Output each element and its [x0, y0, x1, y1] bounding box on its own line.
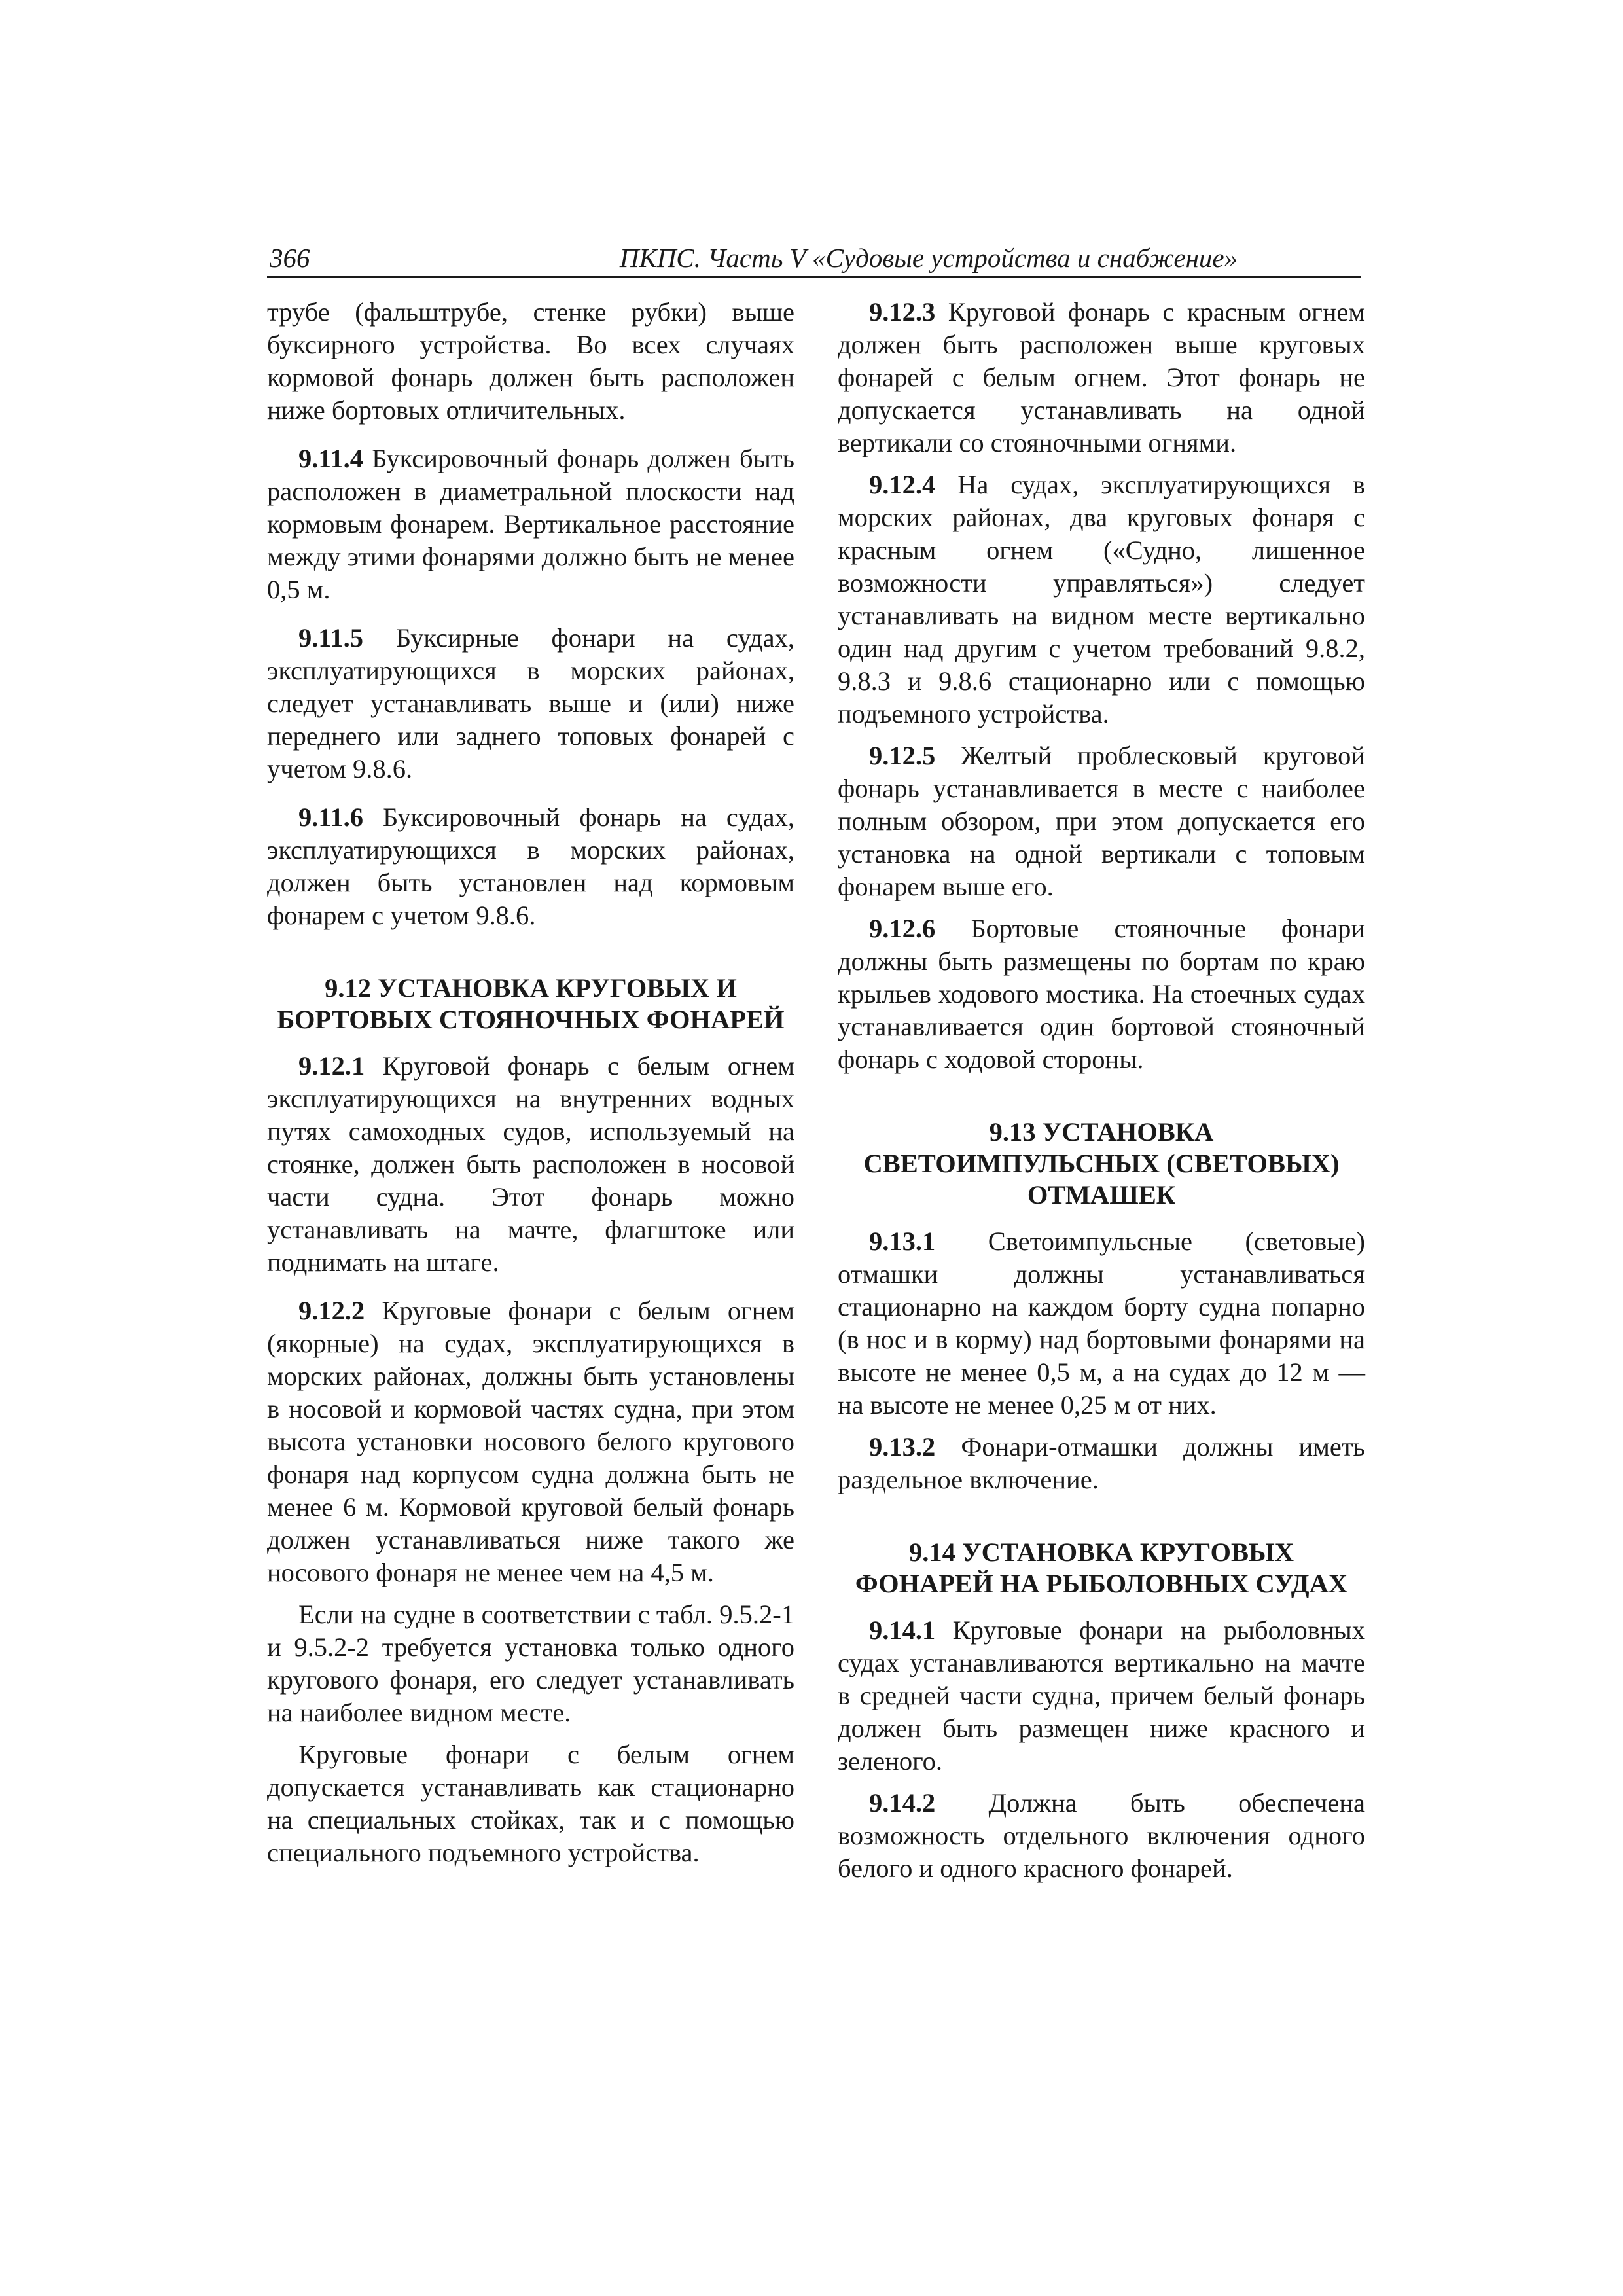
clause-number: 9.12.6 — [869, 914, 936, 943]
paragraph-9-12-1 — [267, 1050, 794, 1279]
clause-number: 9.11.5 — [298, 623, 364, 653]
section-heading-9-13 — [838, 1117, 1365, 1211]
clause-text: Буксировочный фонарь на судах, эксплуатирующихся в морских районах, должен быть установлен над кормовым фонарем с учетом 9.8.6. — [267, 802, 794, 930]
paragraph-9-12-4 — [838, 469, 1365, 730]
heading-line: СВЕТОИМПУЛЬСНЫХ (СВЕТОВЫХ) — [863, 1149, 1340, 1178]
clause-text: На судах, эксплуатирующихся в морских районах, два круговых фонаря с красным огнем («Судно, лишенное возможности управляться») следует устанавливать на видном месте вертикально один над другим с учетом требований 9.8.2, 9.8.3 и 9.8.6 стационарно или с помощью подъемного устройства. — [838, 470, 1365, 728]
clause-text: Круговые фонари с белым огнем (якорные) на судах, эксплуатирующихся в морских районах, должны быть установлены в носовой и кормовой частях судна, при этом высота установки носового белого кругового фонаря над корпусом судна должна быть не менее 6 м. Кормовой круговой белый фонарь должен устанавливаться ниже такого же носового фонаря не менее чем на 4,5 м. — [267, 1296, 794, 1587]
paragraph-continuation: трубе (фальштрубе, стенке рубки) выше буксирного устройства. Во всех случаях кормовой фонарь должен быть расположен ниже бортовых отличительных. — [267, 297, 794, 425]
heading-line: ФОНАРЕЙ НА РЫБОЛОВНЫХ СУДАХ — [855, 1569, 1348, 1598]
clause-text: Круговые фонари на рыболовных судах устанавливаются вертикально на мачте в средней части судна, причем белый фонарь должен быть размещен ниже красного и зеленого. — [838, 1615, 1365, 1776]
clause-number: 9.13.2 — [869, 1432, 936, 1462]
page-number: 366 — [270, 243, 310, 273]
paragraph-9-14-1 — [838, 1614, 1365, 1778]
heading-line: 9.12 УСТАНОВКА КРУГОВЫХ И — [325, 973, 737, 1003]
paragraph-round-white-lights: Круговые фонари с белым огнем допускается устанавливать как стационарно на специальных стойках, так и с помощью специального подъемного устройства. — [267, 1740, 794, 1867]
paragraph-9-11-5 — [267, 622, 794, 785]
clause-number: 9.12.3 — [869, 297, 936, 327]
clause-text: Светоимпульсные (световые) отмашки должны устанавливаться стационарно на каждом борту судна попарно (в нос и в корму) над бортовыми фонарями на высоте не менее 0,5 м, а на судах до 12 м — на высоте не менее 0,25 м от них. — [838, 1227, 1365, 1420]
paragraph-9-14-2 — [838, 1787, 1365, 1885]
left-column — [267, 296, 794, 1869]
paragraph-9-12-3 — [838, 296, 1365, 459]
clause-number: 9.14.1 — [869, 1615, 936, 1645]
clause-number: 9.13.1 — [869, 1227, 936, 1256]
clause-text: Буксирные фонари на судах, эксплуатирующихся в морских районах, следует устанавливать выше и (или) ниже переднего или заднего топовых фонарей с учетом 9.8.6. — [267, 623, 794, 783]
clause-number: 9.11.6 — [298, 802, 364, 832]
right-column — [838, 296, 1365, 1885]
running-title: ПКПС. Часть V «Судовые устройства и снабжение» — [619, 243, 1238, 273]
paragraph-9-12-2 — [267, 1295, 794, 1589]
section-heading-9-12 — [267, 973, 794, 1035]
clause-number: 9.12.4 — [869, 470, 936, 499]
clause-text: Желтый проблесковый круговой фонарь устанавливается в месте с наиболее полным обзором, при этом допускается его установка на одной вертикали с топовым фонарем выше его. — [838, 741, 1365, 901]
heading-line: 9.13 УСТАНОВКА — [989, 1117, 1214, 1147]
paragraph-9-13-1 — [838, 1225, 1365, 1422]
clause-text: Должна быть обеспечена возможность отдельного включения одного белого и одного красного фонарей. — [838, 1788, 1365, 1883]
clause-text: Фонари-отмашки должны иметь раздельное включение. — [838, 1432, 1365, 1494]
heading-line: 9.14 УСТАНОВКА КРУГОВЫХ — [908, 1537, 1294, 1567]
page-header — [267, 240, 1361, 278]
paragraph-single-round-light: Если на судне в соответствии с табл. 9.5.2-1 и 9.5.2-2 требуется установка только одного кругового фонаря, его следует устанавливать на наиболее видном месте. — [267, 1600, 794, 1727]
clause-number: 9.12.2 — [298, 1296, 365, 1325]
clause-number: 9.12.1 — [298, 1051, 365, 1081]
clause-text: Бортовые стояночные фонари должны быть размещены по бортам по краю крыльев ходового мостика. На стоечных судах устанавливается один бортовой стояночный фонарь с ходовой стороны. — [838, 914, 1365, 1074]
heading-line: ОТМАШЕК — [1027, 1180, 1176, 1210]
clause-number: 9.11.4 — [298, 444, 364, 473]
paragraph-9-12-6 — [838, 912, 1365, 1076]
clause-text: Круговой фонарь с белым огнем эксплуатирующихся на внутренних водных путях самоходных судов, используемый на стоянке, должен быть расположен в носовой части судна. Этот фонарь можно устанавливать на мачте, флагштоке или поднимать на штаге. — [267, 1051, 794, 1277]
clause-number: 9.12.5 — [869, 741, 936, 770]
paragraph-9-13-2 — [838, 1431, 1365, 1496]
clause-text: Круговой фонарь с красным огнем должен быть расположен выше круговых фонарей с белым огнем. Этот фонарь не допускается устанавливать на одной вертикали со стояночными огнями. — [838, 297, 1365, 457]
clause-text: Буксировочный фонарь должен быть расположен в диаметральной плоскости над кормовым фонарем. Вертикальное расстояние между этими фонарями должно быть не менее 0,5 м. — [267, 444, 794, 604]
paragraph-9-12-5 — [838, 740, 1365, 903]
paragraph-9-11-4 — [267, 442, 794, 606]
paragraph-9-11-6 — [267, 801, 794, 932]
clause-number: 9.14.2 — [869, 1788, 936, 1818]
heading-line: БОРТОВЫХ СТОЯНОЧНЫХ ФОНАРЕЙ — [277, 1005, 785, 1034]
section-heading-9-14 — [838, 1537, 1365, 1600]
